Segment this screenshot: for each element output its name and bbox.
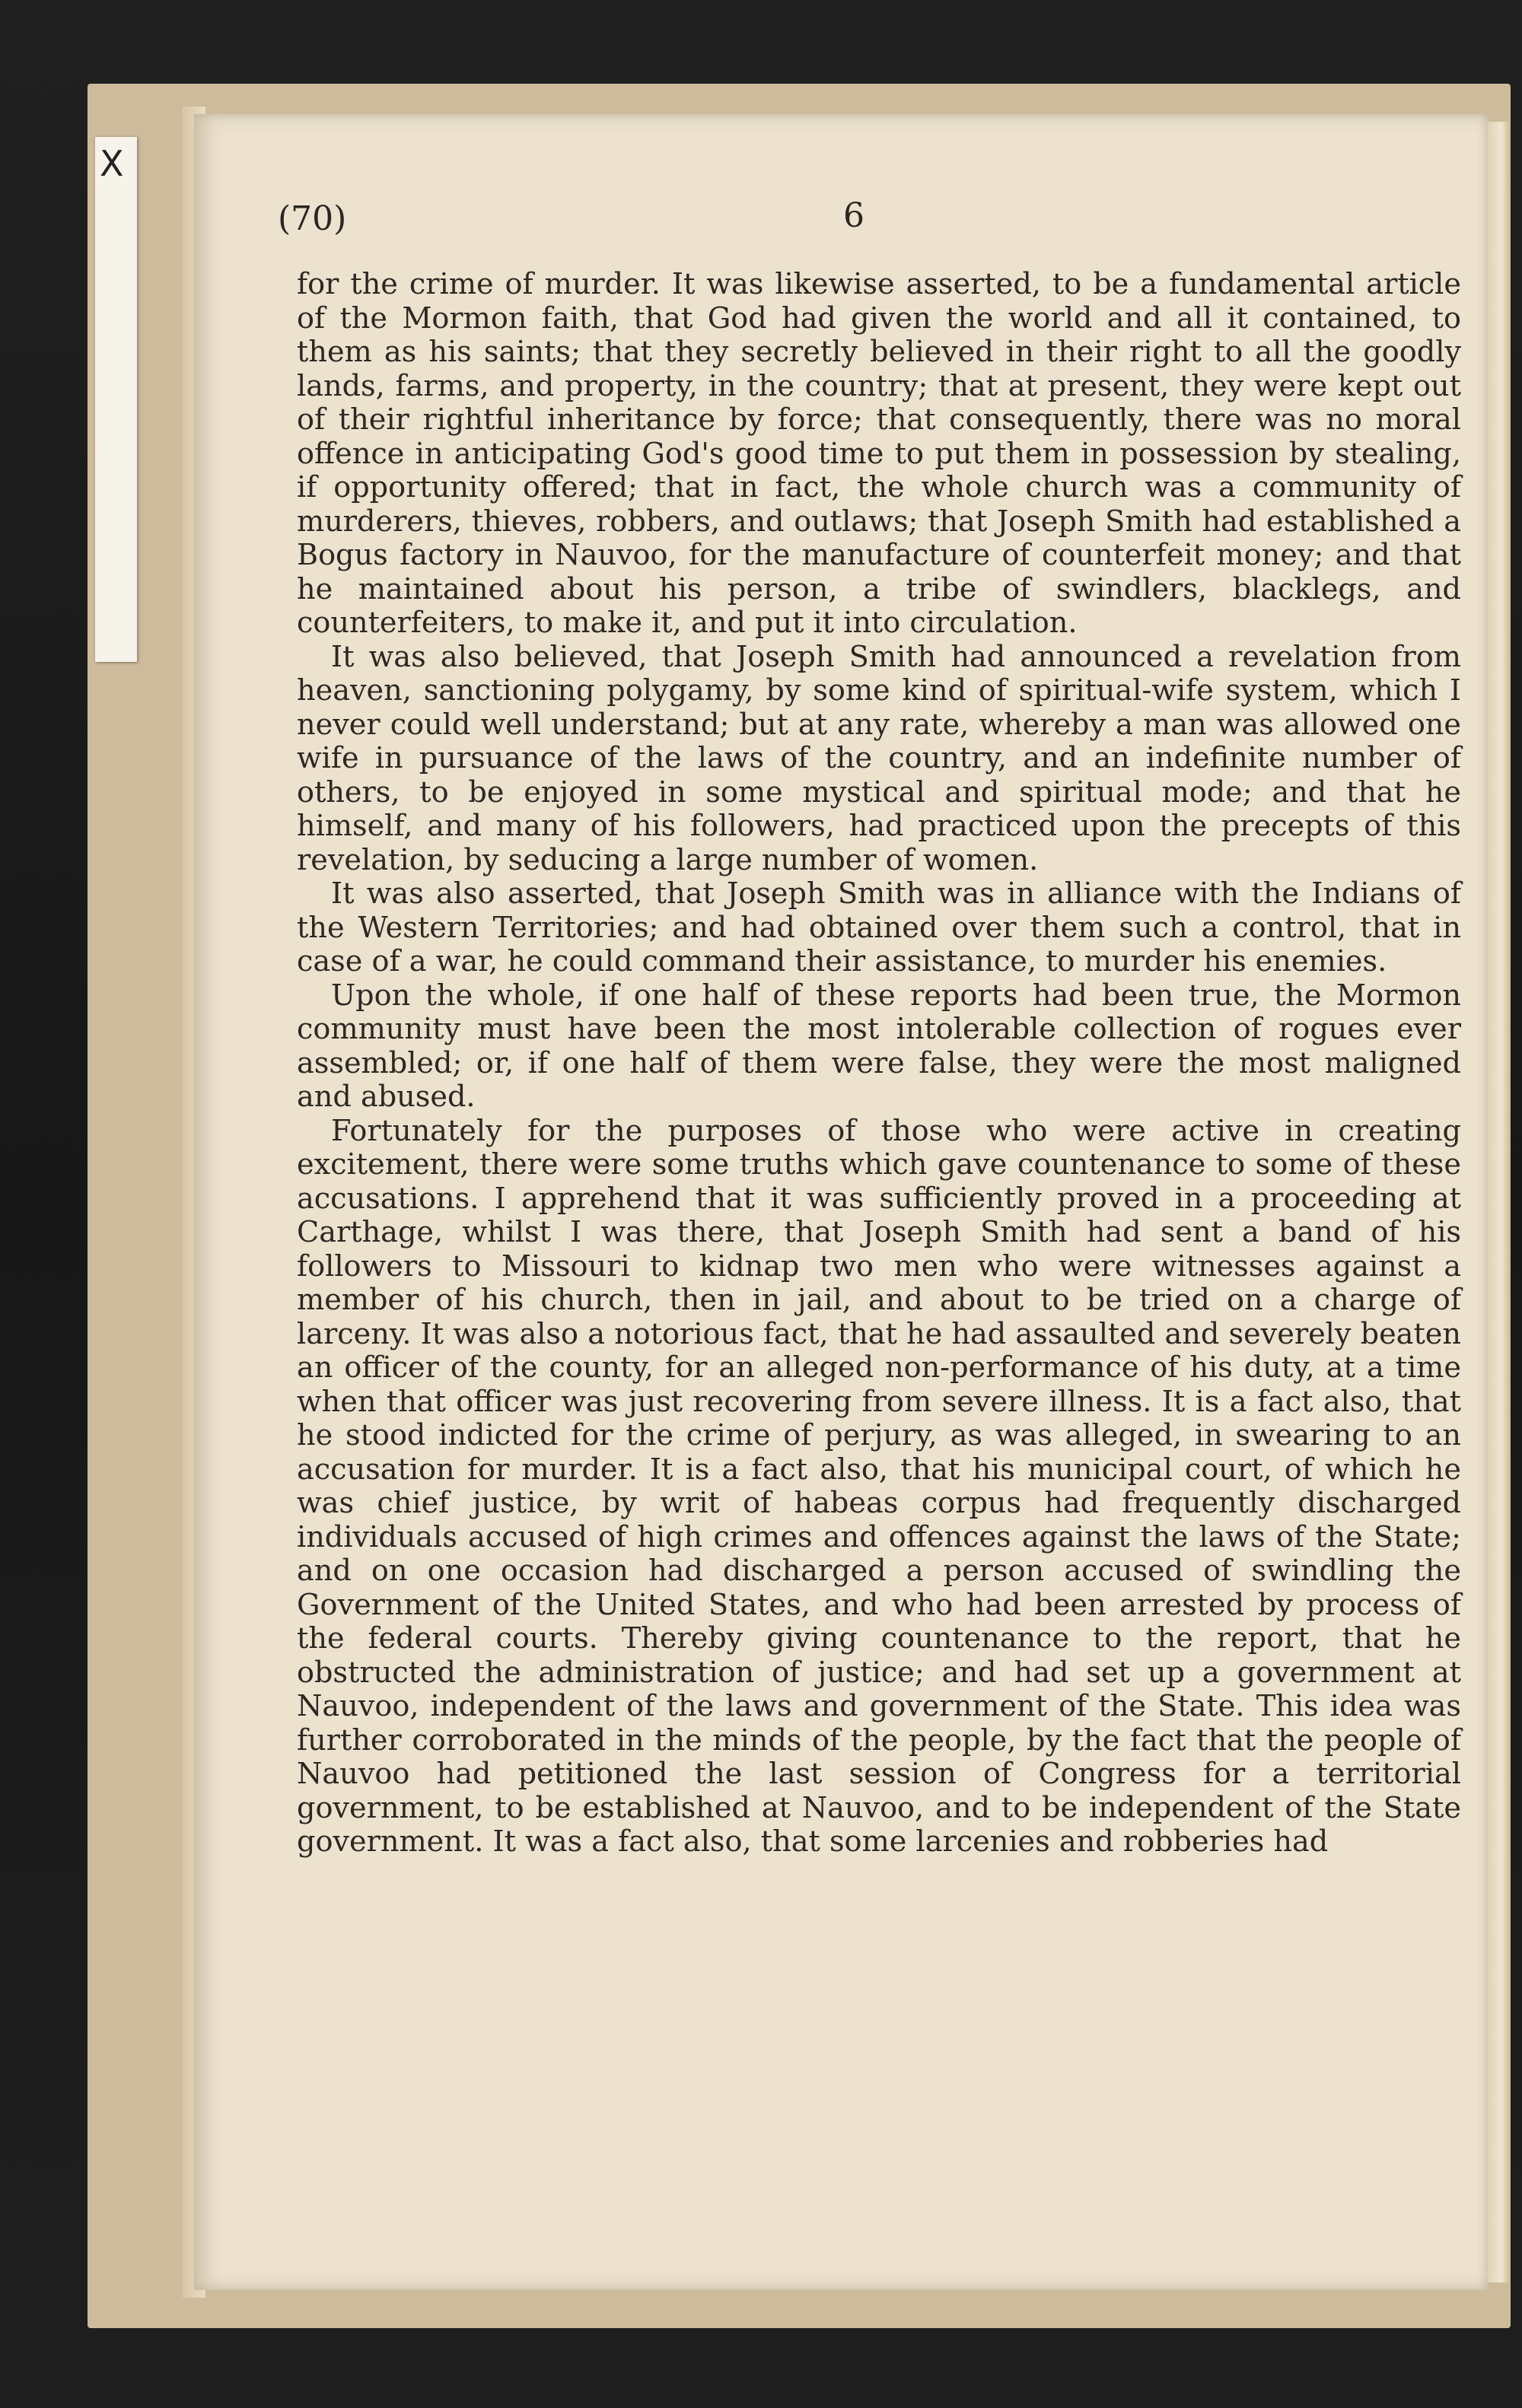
paragraph: It was also asserted, that Joseph Smith was in alliance with the Indians of the Western Territories; and had obtained over them such a control, that in case of a war, he could command their assistance, to murder his enemies. bbox=[297, 877, 1461, 978]
bookmark-label: X bbox=[100, 143, 124, 184]
bookmark-slip bbox=[95, 137, 137, 662]
body-text bbox=[297, 268, 1461, 1859]
paragraph: Upon the whole, if one half of these reports had been true, the Mormon community must have been the most intolerable collection of rogues ever assembled; or, if one half of them were false, they were the most maligned and abused. bbox=[297, 978, 1461, 1114]
paragraph: It was also believed, that Joseph Smith had announced a revelation from heaven, sanctioning polygamy, by some kind of spiritual-wife system, which I never could well understand; but at any rate, whereby a man was allowed one wife in pursuance of the laws of the country, and an indefinite number of others, to be enjoyed in some mystical and spiritual mode; and that he himself, and many of his followers, had practiced upon the precepts of this revelation, by seducing a large number of women. bbox=[297, 640, 1461, 877]
page-number: 6 bbox=[843, 196, 864, 235]
paragraph: Fortunately for the purposes of those who were active in creating excitement, there were some truths which gave countenance to some of these accusations. I apprehend that it was sufficiently proved in a proceeding at Carthage, whilst I was there, that Joseph Smith had sent a band of his followers to Missouri to kidnap two men who were witnesses against a member of his church, then in jail, and about to be tried on a charge of larceny. It was also a notorious fact, that he had assaulted and severely beaten an officer of the county, for an alleged non-performance of his duty, at a time when that officer was just recovering from severe illness. It is a fact also, that he stood indicted for the crime of perjury, as was alleged, in swearing to an accusation for murder. It is a fact also, that his municipal court, of which he was chief justice, by writ of habeas corpus had frequently discharged individuals accused of high crimes and offences against the laws of the State; and on one occasion had discharged a person accused of swindling the Government of the United States, and who had been arrested by process of the federal courts. Thereby giving countenance to the report, that he obstructed the administration of justice; and had set up a government at Nauvoo, independent of the laws and government of the State. This idea was further corroborated in the minds of the people, by the fact that the people of Nauvoo had petitioned the last session of Congress for a territorial government, to be established at Nauvoo, and to be independent of the State government. It was a fact also, that some larcenies and robberies had bbox=[297, 1114, 1461, 1859]
paragraph: for the crime of murder. It was likewise asserted, to be a fundamental article of the Mormon faith, that God had given the world and all it contained, to them as his saints; that they secretly believed in their right to all the goodly lands, farms, and property, in the country; that at present, they were kept out of their rightful inheritance by force; that consequently, there was no moral offence in anticipating God's good time to put them in possession by stealing, if opportunity offered; that in fact, the whole church was a community of murderers, thieves, robbers, and outlaws; that Joseph Smith had established a Bogus factory in Nauvoo, for the manufacture of counterfeit money; and that he maintained about his person, a tribe of swindlers, blacklegs, and counterfeiters, to make it, and put it into circulation. bbox=[297, 268, 1461, 640]
page-edge bbox=[1488, 122, 1511, 2282]
page-reference: (70) bbox=[278, 199, 347, 238]
